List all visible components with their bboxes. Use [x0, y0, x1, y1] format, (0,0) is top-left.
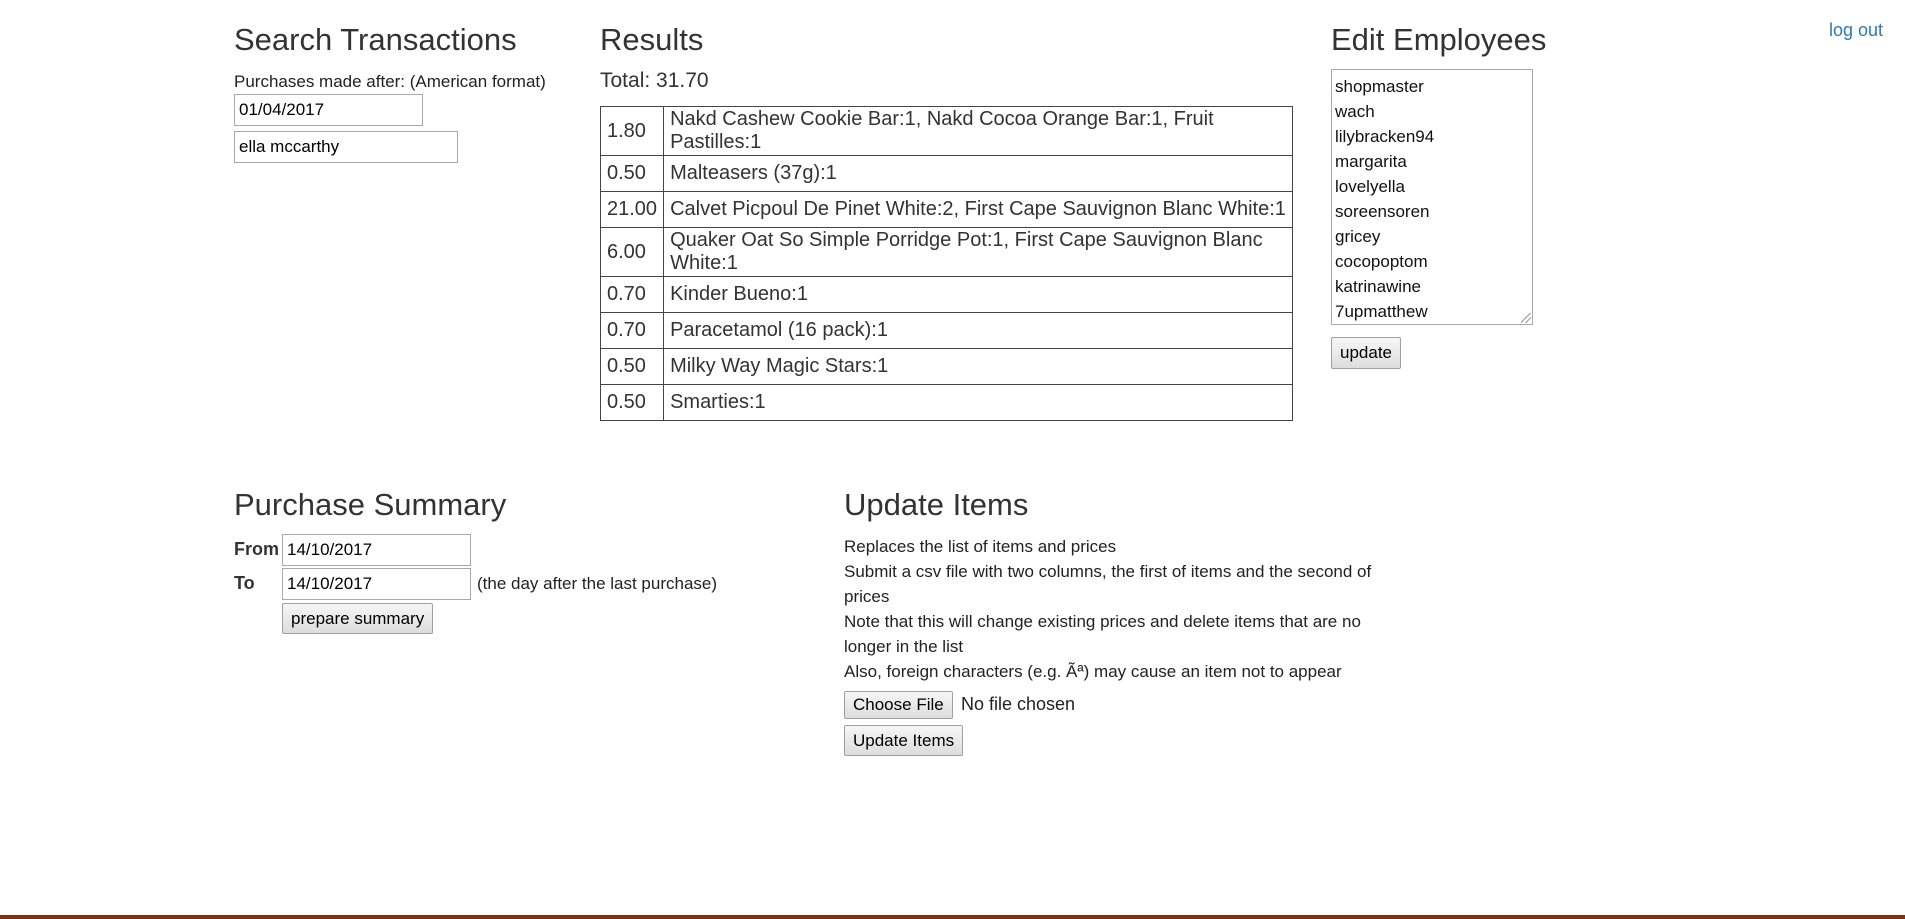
results-title: Results [600, 22, 704, 57]
employees-title: Edit Employees [1331, 22, 1547, 57]
row-amount: 0.50 [601, 385, 664, 421]
row-items: Smarties:1 [664, 385, 1293, 421]
update-items-note-4: Also, foreign characters (e.g. Ãª) may cause an item not to appear [844, 662, 1342, 681]
employees-update-button[interactable]: update [1331, 337, 1401, 369]
table-row [601, 349, 1293, 385]
employee-entry: lilybracken94 [1335, 127, 1435, 146]
resize-grip-icon[interactable] [1521, 313, 1531, 323]
row-amount: 21.00 [601, 192, 664, 228]
table-row [601, 313, 1293, 349]
results-table [600, 106, 1293, 421]
prepare-summary-button[interactable]: prepare summary [282, 603, 433, 634]
employee-entry: gricey [1335, 227, 1381, 246]
employee-entry: katrinawine [1335, 277, 1421, 296]
table-row [601, 107, 1293, 156]
table-row [601, 385, 1293, 421]
row-amount: 0.70 [601, 313, 664, 349]
search-name-input[interactable] [234, 131, 458, 163]
update-items-title: Update Items [844, 487, 1029, 522]
update-items-note-1: Replaces the list of items and prices [844, 537, 1117, 556]
search-date-input[interactable] [234, 94, 423, 126]
choose-file-button[interactable]: Choose File [844, 691, 953, 719]
row-amount: 0.50 [601, 349, 664, 385]
employee-entry: margarita [1335, 152, 1407, 171]
table-row [601, 228, 1293, 277]
update-items-note-3: Note that this will change existing prices and delete items that are no longer in the list [844, 612, 1361, 656]
row-items: Kinder Bueno:1 [664, 277, 1293, 313]
row-amount: 0.50 [601, 156, 664, 192]
logout-link[interactable]: log out [1829, 20, 1884, 40]
employee-entry: shopmaster [1335, 77, 1424, 96]
search-title: Search Transactions [234, 22, 517, 57]
summary-from-label: From [234, 539, 279, 559]
row-amount: 1.80 [601, 107, 664, 156]
update-items-button[interactable]: Update Items [844, 725, 963, 756]
employee-entry: soreensoren [1335, 202, 1430, 221]
row-items: Quaker Oat So Simple Porridge Pot:1, First Cape Sauvignon Blanc White:1 [664, 228, 1293, 277]
employee-entry: wach [1335, 102, 1375, 121]
results-total: Total: 31.70 [600, 69, 709, 92]
update-items-note-2: Submit a csv file with two columns, the first of items and the second of prices [844, 562, 1372, 606]
bottom-bar [0, 915, 1905, 919]
table-row [601, 277, 1293, 313]
employee-entry: 7upmatthew [1335, 302, 1428, 321]
search-date-label: Purchases made after: (American format) [234, 72, 546, 91]
row-items: Malteasers (37g):1 [664, 156, 1293, 192]
row-items: Milky Way Magic Stars:1 [664, 349, 1293, 385]
row-amount: 6.00 [601, 228, 664, 277]
summary-to-input[interactable] [282, 568, 471, 600]
summary-title: Purchase Summary [234, 487, 507, 522]
employees-textarea[interactable] [1331, 69, 1533, 325]
row-items: Calvet Picpoul De Pinet White:2, First Cape Sauvignon Blanc White:1 [664, 192, 1293, 228]
row-items: Paracetamol (16 pack):1 [664, 313, 1293, 349]
no-file-label: No file chosen [961, 694, 1076, 714]
row-items: Nakd Cashew Cookie Bar:1, Nakd Cocoa Orange Bar:1, Fruit Pastilles:1 [664, 107, 1293, 156]
employee-entry: lovelyella [1335, 177, 1405, 196]
table-row [601, 192, 1293, 228]
row-amount: 0.70 [601, 277, 664, 313]
summary-to-label: To [234, 573, 255, 593]
summary-from-input[interactable] [282, 534, 471, 566]
employee-entry: cocopoptom [1335, 252, 1428, 271]
table-row [601, 156, 1293, 192]
summary-to-hint: (the day after the last purchase) [477, 574, 718, 593]
